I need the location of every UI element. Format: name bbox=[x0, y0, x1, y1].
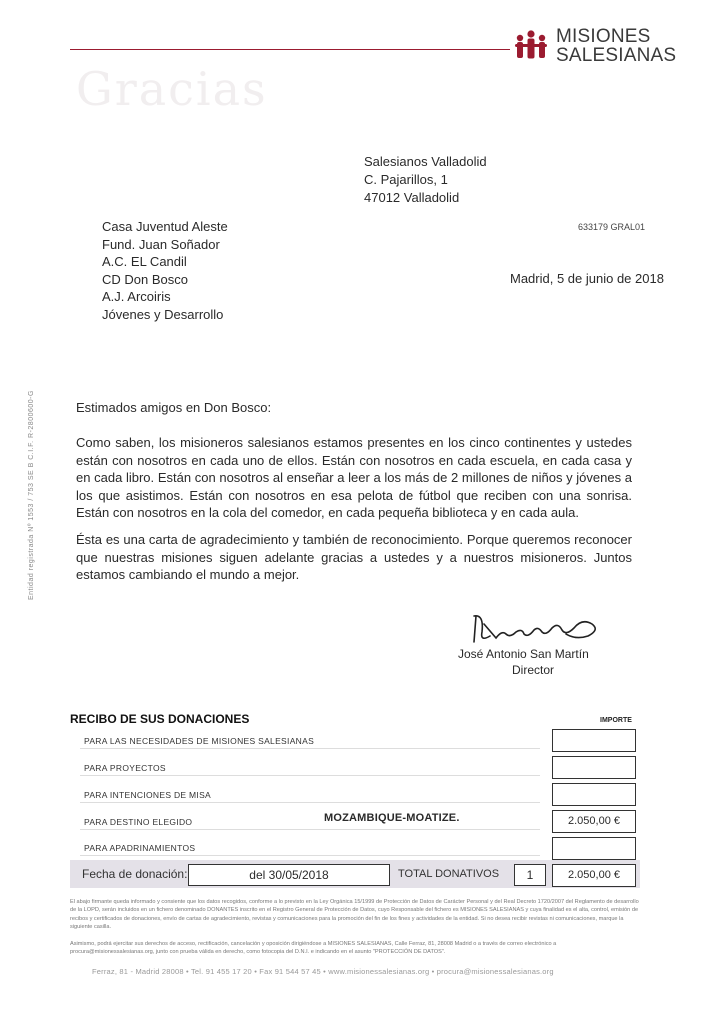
recipient: A.J. Arcoiris bbox=[102, 289, 171, 304]
signatory-title: Director bbox=[512, 663, 555, 677]
reference-code: 633179 GRAL01 bbox=[578, 222, 646, 232]
greeting: Estimados amigos en Don Bosco: bbox=[76, 400, 272, 415]
receipt-row-label: PARA LAS NECESIDADES DE MISIONES SALESIANAS bbox=[84, 736, 315, 746]
people-logo-icon bbox=[512, 29, 550, 65]
recipient-list bbox=[102, 218, 228, 323]
footer-contact: Ferraz, 81 - Madrid 28008 • Tel. 91 455 17 20 • Fax 91 544 57 45 • www.misionessalesianas.org • procura@misionessalesianas.org bbox=[92, 967, 554, 976]
receipt-row-label: PARA APADRINAMIENTOS bbox=[84, 843, 196, 853]
receipt-amount-box bbox=[552, 837, 636, 860]
side-registration-print: Entidad registrada Nº 1553 / 753 SE B C.I.F. R-2800600-G bbox=[28, 390, 35, 600]
signatory-name: José Antonio San Martín bbox=[458, 647, 589, 661]
donation-date-label: Fecha de donación: bbox=[82, 867, 188, 881]
total-amount-box: 2.050,00 € bbox=[552, 864, 636, 887]
row-divider bbox=[80, 829, 540, 830]
row-divider bbox=[80, 748, 540, 749]
signature-scribble bbox=[462, 602, 612, 652]
legal-notice: El abajo firmante queda informado y consiente que los datos recogidos, conforme a lo previsto en la Ley Orgánica 15/1999 de Protección de Datos de Carácter Personal y del Real Decreto 1720/2007 del Reglamento de desarrollo de la LOPD, serán incluidos en un fichero denominado DONANTES inscrito en el Registro General de Protección de Datos, cuyo Responsable del fichero es MISIONES SALESIANAS y cuya finalidad es el alta, control, emisión de recibos y certificados de donaciones, envío de cartas de agradecimiento, revistas y comunicaciones para la promoción del fin de los fines y actividades de la entidad. Si no desea recibir revistas ni comunicaciones, marque la siguiente casilla. bbox=[70, 899, 639, 930]
recipient: Casa Juventud Aleste bbox=[102, 219, 228, 234]
logo-line-2: SALESIANAS bbox=[556, 45, 677, 66]
logo-line-1: MISIONES bbox=[556, 26, 651, 47]
body-paragraph-1: Como saben, los misioneros salesianos estamos presentes en los cinco continentes y ustedes están con nosotros en cada uno de ellos. Están con nosotros en cada escuela, en cada casa y en cada libro. Están con nosotros al enseñar a leer a los más de 2 millones de niños y jóvenes a los que asistimos. Están con nosotros en esa pelota de fútbol que reciben con una sonrisa. Están con nosotros en la cola del comedor, en cada pequeña biblioteca y en cada aula. bbox=[76, 435, 632, 520]
donation-date-value: del 30/05/2018 bbox=[188, 864, 390, 886]
sender-city: 47012 Valladolid bbox=[364, 190, 460, 205]
misiones-salesianas-logo bbox=[512, 26, 677, 73]
legal-rights-notice: Asimismo, podrá ejercitar sus derechos de acceso, rectificación, cancelación y oposición dirigiéndose a MISIONES SALESIANAS, Calle Ferraz, 81, 28008 Madrid o a través de correo electrónico a procura@misionessalesianas.org, junto con prueba válida en derecho, como fotocopia del D.N.I. e indicando en el asunto "PROTECCIÓN DE DATOS". bbox=[70, 941, 557, 956]
recipient: Fund. Juan Soñador bbox=[102, 236, 220, 252]
recipient: A.C. EL Candil bbox=[102, 254, 187, 269]
receipt-row-label: PARA DESTINO ELEGIDO bbox=[84, 817, 193, 827]
sender-name: Salesianos Valladolid bbox=[364, 154, 487, 169]
receipt-amount-box bbox=[552, 756, 636, 779]
chosen-destination: MOZAMBIQUE-MOATIZE. bbox=[324, 812, 460, 824]
receipt-row-label: PARA INTENCIONES DE MISA bbox=[84, 790, 212, 800]
recipient: Jóvenes y Desarrollo bbox=[102, 306, 224, 322]
watermark-gracias: Gracias bbox=[76, 62, 268, 116]
total-donations-count: 1 bbox=[514, 864, 546, 886]
sender-street: C. Pajarillos, 1 bbox=[364, 172, 448, 187]
header-rule bbox=[70, 49, 510, 50]
receipt-amount-box bbox=[552, 783, 636, 806]
receipt-amount-box: 2.050,00 € bbox=[552, 810, 636, 833]
letter-date: Madrid, 5 de junio de 2018 bbox=[510, 271, 664, 286]
row-divider bbox=[80, 855, 540, 856]
amount-column-header: IMPORTE bbox=[600, 717, 632, 724]
body-paragraph-2: Ésta es una carta de agradecimiento y también de reconocimiento. Porque queremos reconocer que nuestras misiones siguen adelante gracias a ustedes y a nuestros misioneros. Juntos estamos cambiando el mundo a mejor. bbox=[76, 532, 632, 582]
recipient: CD Don Bosco bbox=[102, 271, 188, 287]
row-divider bbox=[80, 775, 540, 776]
receipt-title: RECIBO DE SUS DONACIONES bbox=[70, 712, 250, 726]
row-divider bbox=[80, 802, 540, 803]
sender-address bbox=[364, 153, 487, 207]
total-donations-label: TOTAL DONATIVOS bbox=[398, 868, 500, 880]
receipt-amount-box bbox=[552, 729, 636, 752]
receipt-row-label: PARA PROYECTOS bbox=[84, 763, 166, 773]
